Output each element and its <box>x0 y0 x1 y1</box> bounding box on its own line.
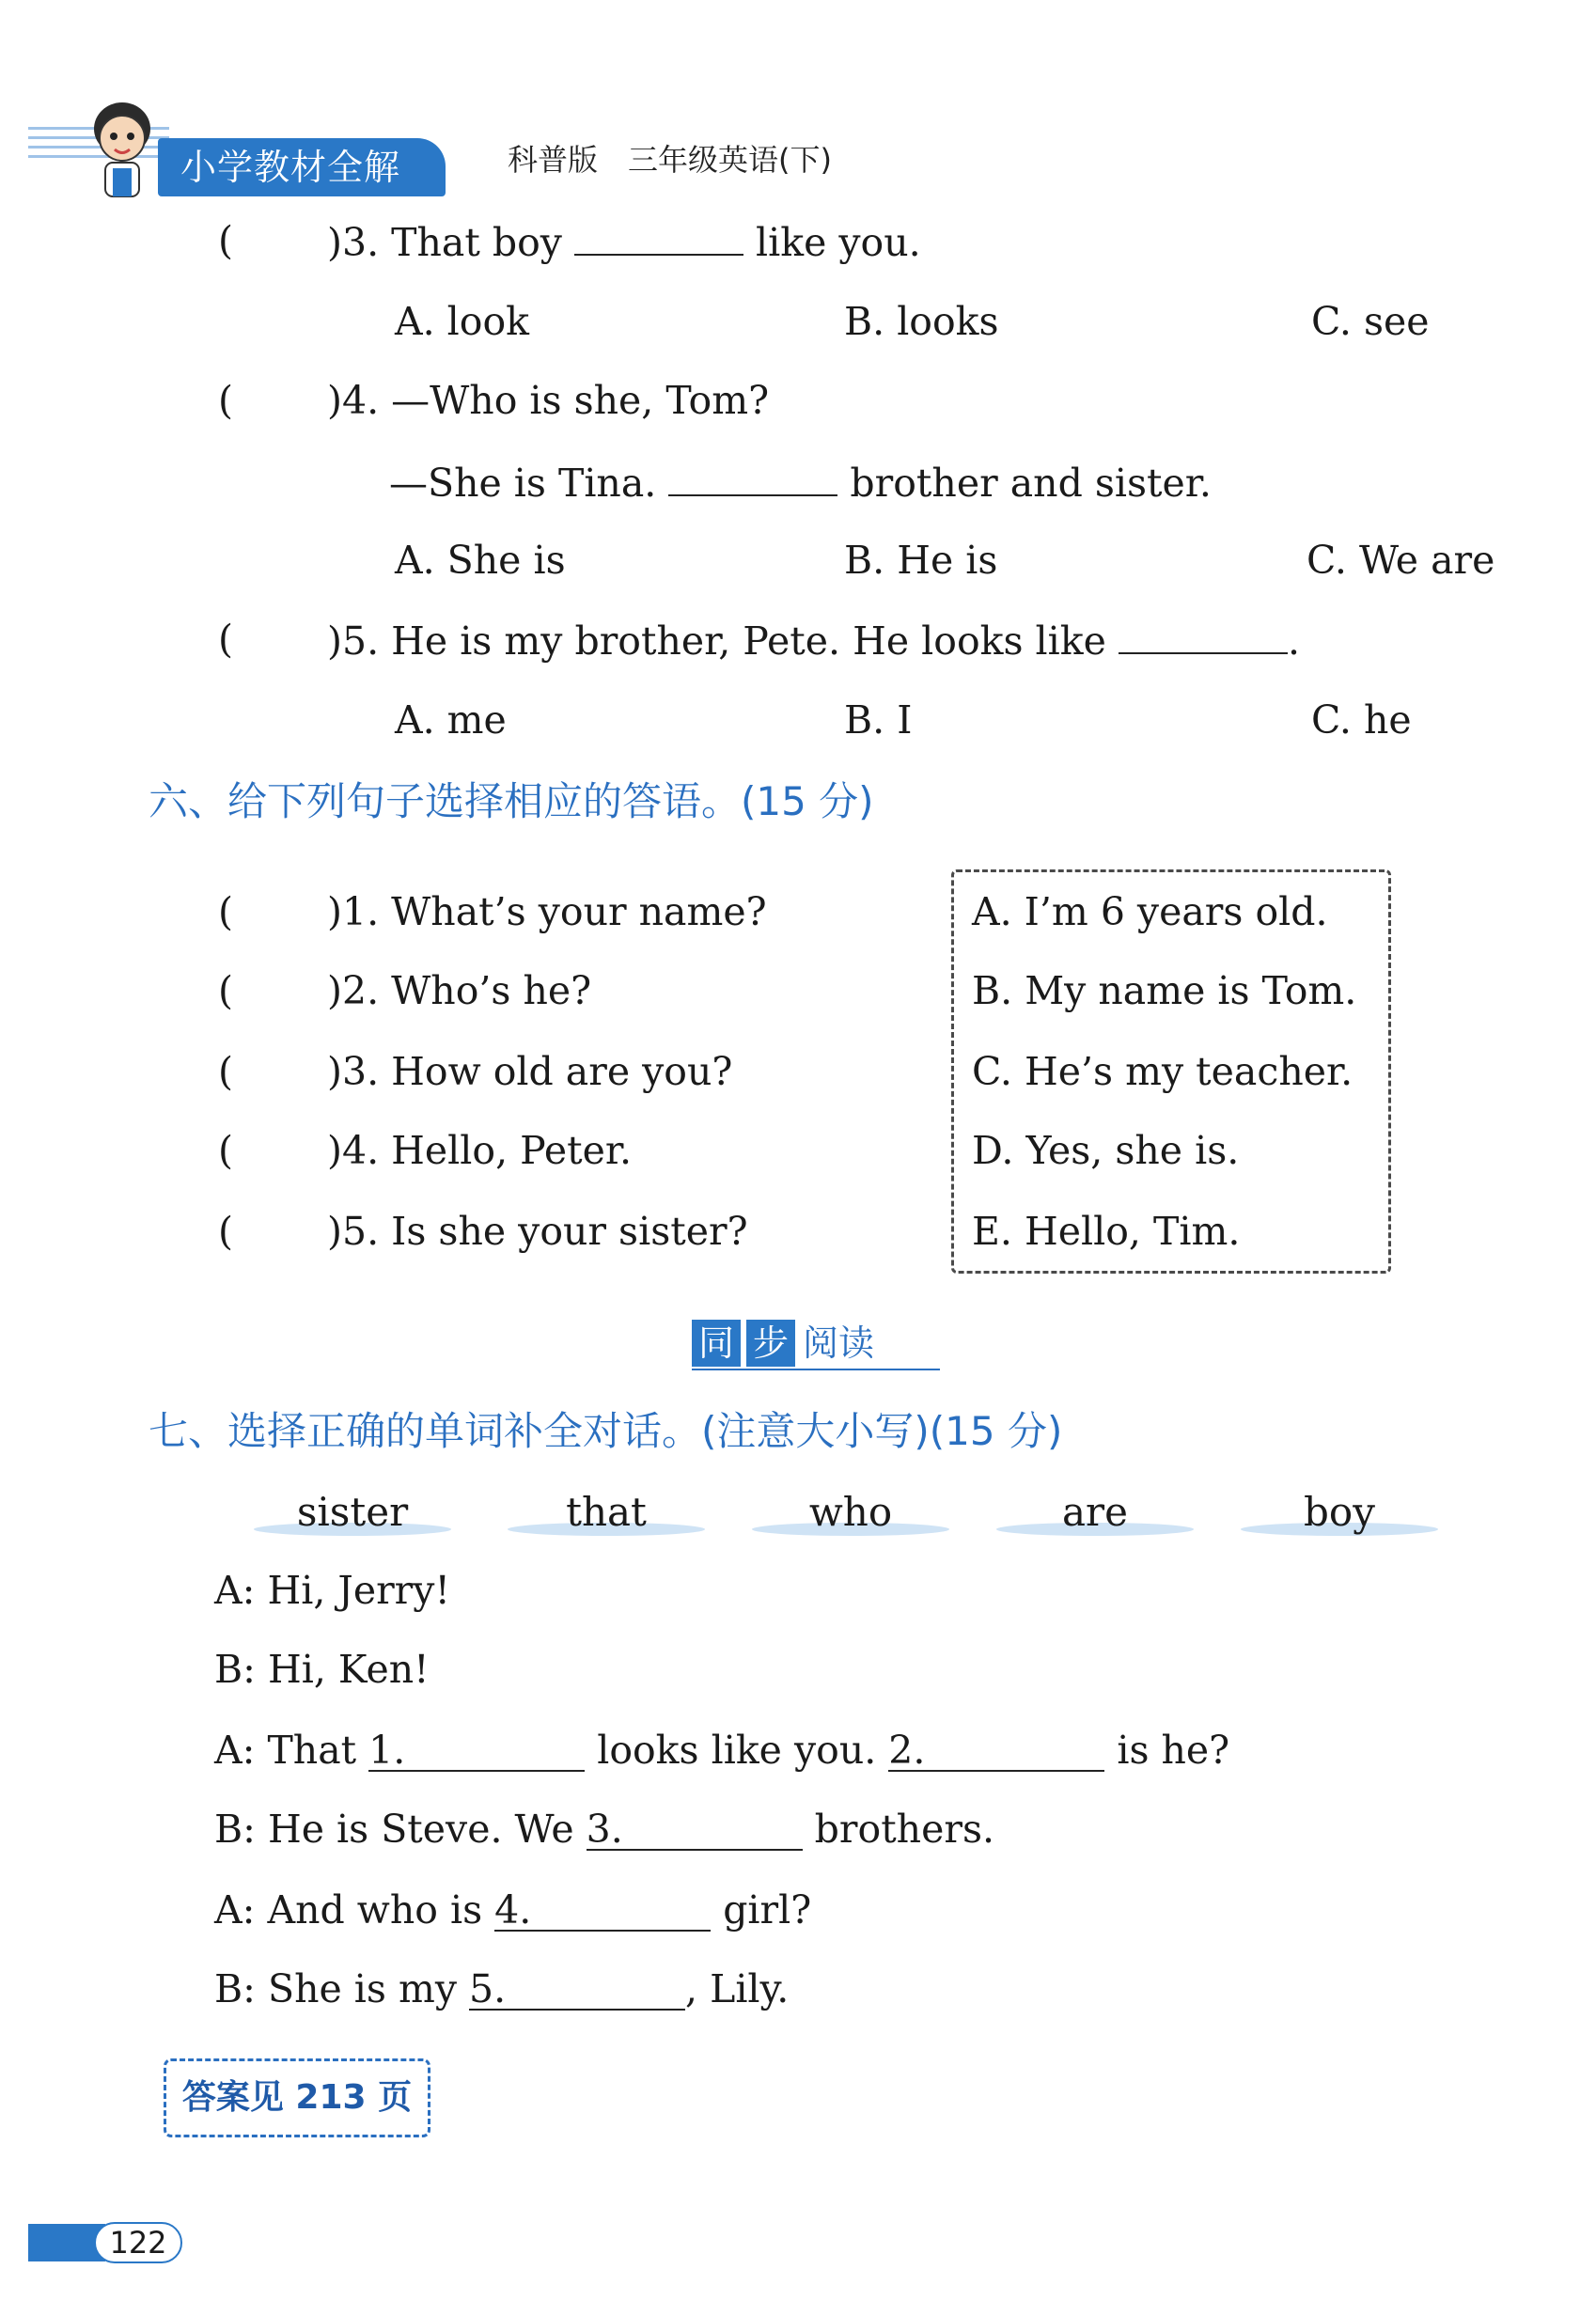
answer-blank[interactable] <box>494 1887 711 1933</box>
option-a: A. She is <box>395 538 566 583</box>
sync-reading-header <box>692 1307 946 1382</box>
answer-paren: ( <box>218 1049 233 1094</box>
answer-paren: ( <box>218 218 233 263</box>
word-bank-item: who <box>808 1489 893 1535</box>
arrow-right-icon <box>692 1369 940 1370</box>
answer-paren: ( <box>218 378 233 423</box>
answer-blank[interactable] <box>574 222 743 256</box>
word-bank-item: are <box>1062 1489 1128 1535</box>
answer-paren: ( <box>218 1128 233 1173</box>
reading-chip: 步 <box>746 1320 795 1367</box>
dialogue-text: , Lily. <box>685 1966 790 2011</box>
boy-mascot-icon <box>75 97 169 200</box>
dialogue-text: brothers. <box>802 1807 995 1852</box>
word-bank-item: boy <box>1304 1489 1375 1535</box>
question-text: )5. He is my brother, Pete. He looks like <box>327 618 1106 664</box>
book-subject: 科普版 三年级英语(下) <box>508 142 832 178</box>
dialogue-line: A: Hi, Jerry! <box>214 1568 450 1613</box>
dialogue-text: B: He is Steve. We <box>214 1807 587 1852</box>
dialogue-line <box>214 1807 995 1852</box>
dialogue-text: looks like you. <box>585 1728 889 1773</box>
dialogue-line <box>214 1728 1230 1773</box>
option-c: C. he <box>1311 697 1412 743</box>
answer-blank[interactable] <box>368 1728 585 1773</box>
match-answer: E. Hello, Tim. <box>972 1209 1241 1254</box>
answer-blank[interactable] <box>469 1966 685 2011</box>
answer-paren: ( <box>218 617 233 662</box>
match-answer: C. He’s my teacher. <box>972 1049 1353 1094</box>
dialogue-text: B: She is my <box>214 1966 470 2011</box>
reading-chip: 同 <box>692 1320 741 1367</box>
dialogue-text: A: And who is <box>214 1887 495 1933</box>
option-a: A. look <box>395 299 529 344</box>
answer-blank[interactable] <box>586 1807 803 1852</box>
match-question: )2. Who’s he? <box>327 968 592 1013</box>
match-answer: D. Yes, she is. <box>972 1128 1240 1173</box>
question-line <box>389 461 1212 506</box>
option-b: B. I <box>844 697 913 743</box>
blank-number: 4. <box>494 1887 532 1933</box>
blank-number: 3. <box>586 1807 623 1852</box>
answer-reference: 答案见 213 页 <box>164 2058 430 2137</box>
blank-number: 1. <box>368 1728 406 1773</box>
dialogue-text: A: That <box>214 1728 369 1773</box>
question-line <box>327 220 921 265</box>
answer-paren: ( <box>218 968 233 1013</box>
option-c: C. We are <box>1307 538 1495 583</box>
question-line <box>327 618 1300 664</box>
question-text-after: . <box>1287 618 1300 664</box>
question-text: —She is Tina. <box>389 461 657 506</box>
option-b: B. looks <box>844 299 999 344</box>
answer-blank[interactable] <box>1119 620 1288 654</box>
question-text-after: brother and sister. <box>837 461 1212 506</box>
question-line: )4. —Who is she, Tom? <box>327 378 770 423</box>
match-answer: A. I’m 6 years old. <box>972 889 1328 934</box>
match-question: )4. Hello, Peter. <box>327 1128 633 1173</box>
reading-label: 阅读 <box>803 1322 875 1364</box>
answer-paren: ( <box>218 889 233 934</box>
dialogue-line <box>214 1966 790 2011</box>
match-question: )1. What’s your name? <box>327 889 767 934</box>
match-question: )3. How old are you? <box>327 1049 733 1094</box>
dialogue-text: is he? <box>1104 1728 1230 1773</box>
dialogue-line: B: Hi, Ken! <box>214 1647 430 1692</box>
dialogue-line <box>214 1887 812 1933</box>
answer-blank[interactable] <box>888 1728 1104 1773</box>
word-bank-item: sister <box>296 1489 409 1535</box>
blank-number: 5. <box>469 1966 507 2011</box>
answer-blank[interactable] <box>668 462 837 496</box>
page-header <box>0 89 1596 202</box>
option-b: B. He is <box>844 538 998 583</box>
match-answer: B. My name is Tom. <box>972 968 1357 1013</box>
match-question: )5. Is she your sister? <box>327 1209 748 1254</box>
answer-paren: ( <box>218 1209 233 1254</box>
section7-title: 七、选择正确的单词补全对话。(注意大小写)(15 分) <box>149 1408 1063 1454</box>
option-a: A. me <box>395 697 507 743</box>
question-text-after: like you. <box>743 220 921 265</box>
word-bank-item: that <box>566 1489 647 1535</box>
option-c: C. see <box>1311 299 1430 344</box>
dialogue-text: girl? <box>711 1887 812 1933</box>
book-series-banner: 小学教材全解 <box>158 138 446 196</box>
section6-title: 六、给下列句子选择相应的答语。(15 分) <box>149 778 874 824</box>
blank-number: 2. <box>888 1728 926 1773</box>
question-text: )3. That boy <box>327 220 562 265</box>
page-number: 122 <box>94 2222 182 2263</box>
